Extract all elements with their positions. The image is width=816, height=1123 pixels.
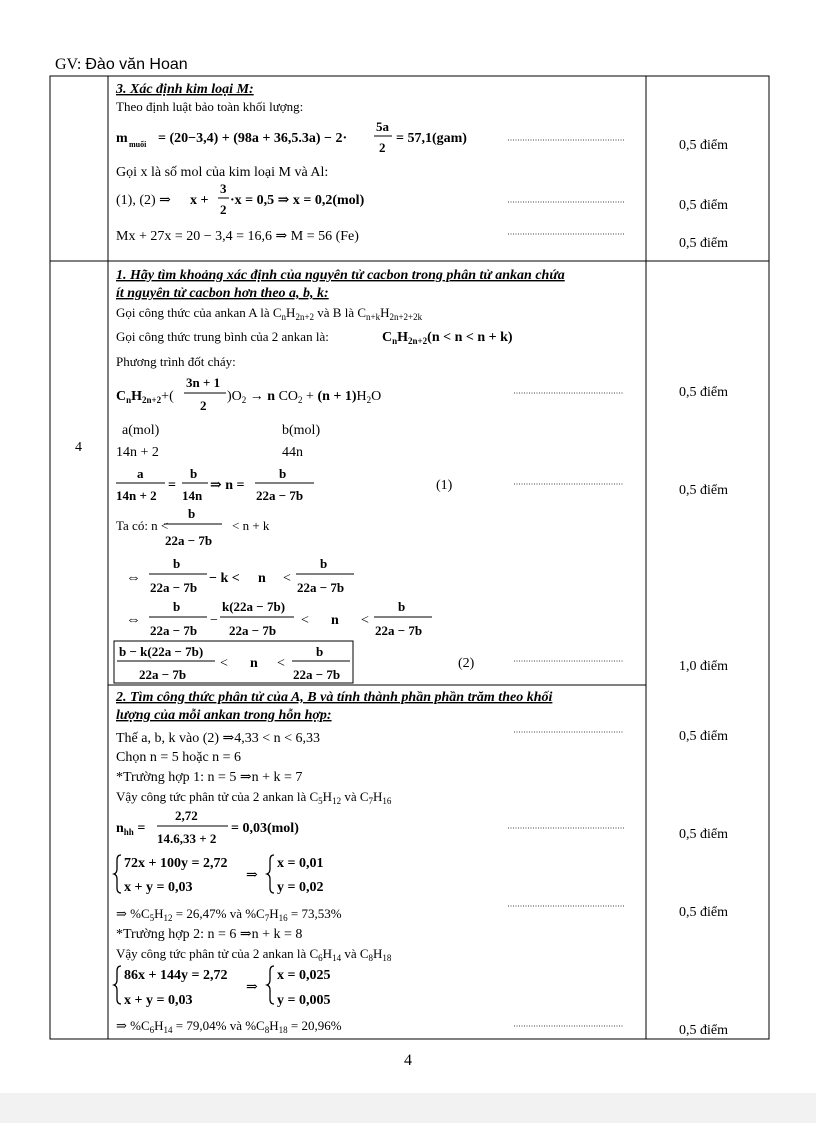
system-case1 <box>114 855 323 895</box>
svg-text:x + y = 0,03: x + y = 0,03 <box>124 993 193 1008</box>
svg-text:86x + 144y = 2,72: 86x + 144y = 2,72 <box>124 968 228 983</box>
b-mol: b(mol) <box>282 423 321 438</box>
svg-text:3: 3 <box>220 181 227 196</box>
mixture-moles <box>116 808 299 846</box>
combustion-equation <box>116 375 381 413</box>
teacher-name: Đào văn Hoan <box>85 56 188 73</box>
svg-text:Ta có: n <: Ta có: n < <box>116 518 169 533</box>
svg-text:22a − 7b: 22a − 7b <box>297 580 345 595</box>
ratio-equation <box>116 466 314 503</box>
svg-text:b: b <box>188 506 196 521</box>
inequality-3 <box>126 599 432 638</box>
svg-text:14.6,33 + 2: 14.6,33 + 2 <box>157 831 217 846</box>
case1-line: *Trường hợp 1: n = 5 ⇒n + k = 7 <box>116 770 303 785</box>
svg-text:= 57,1(gam): = 57,1(gam) <box>396 131 467 146</box>
score-4-3: 1,0 điểm <box>679 659 728 674</box>
score-4-4: 0,5 điểm <box>679 729 728 744</box>
svg-text:⇒: ⇒ <box>246 980 258 995</box>
svg-text:x = 0,025: x = 0,025 <box>277 968 331 983</box>
svg-text:<: < <box>361 613 369 628</box>
svg-text:<: < <box>277 656 285 671</box>
system-case2 <box>114 966 330 1008</box>
average-formula: $C_nH_{2n+2}(n < n < n + k)$ <box>382 330 513 346</box>
svg-text:<: < <box>220 656 228 671</box>
svg-text:⇒ n =: ⇒ n = <box>210 478 245 493</box>
svg-text:22a − 7b: 22a − 7b <box>229 623 277 638</box>
svg-text:22a − 7b: 22a − 7b <box>139 667 187 682</box>
svg-text:⇔: ⇔ <box>126 612 141 628</box>
combustion-label: Phương trình đốt cháy: <box>116 354 236 369</box>
svg-text:14n: 14n <box>182 488 203 503</box>
svg-text:< n + k: < n + k <box>232 518 270 533</box>
svg-text:22a − 7b: 22a − 7b <box>150 580 198 595</box>
score-4-7: 0,5 điểm <box>679 1023 728 1038</box>
mass-equation <box>116 119 467 155</box>
alkane-formula-line: Gọi công thức của ankan A là $C_nH_{2n+2}$ và B là $C_{n+k}H_{2n+2+2k}$ <box>116 305 423 322</box>
svg-text:x = 0,01: x = 0,01 <box>277 856 324 871</box>
mol-definition-text: Gọi x là số mol của kim loại M và Al: <box>116 165 329 180</box>
inequality-1 <box>116 506 270 548</box>
question-number: 4 <box>75 440 82 455</box>
svg-text:b: b <box>190 466 198 481</box>
svg-text:n: n <box>258 571 266 586</box>
svg-text:22a − 7b: 22a − 7b <box>293 667 341 682</box>
svg-text:2: 2 <box>200 398 207 413</box>
svg-text:)O2 → n CO2 + (n + 1)H2O: )$O_2 \to n$ $CO_2 + (n + 1)H_2O$ <box>227 389 382 405</box>
equation-label-2: (2) <box>458 656 475 671</box>
svg-text:x +: x + <box>190 193 209 208</box>
svg-text:b: b <box>173 556 181 571</box>
svg-text:5a: 5a <box>376 119 389 134</box>
score-4-5: 0,5 điểm <box>679 827 728 842</box>
part2-title-line2: lượng của mỗi ankan trong hỗn hợp: <box>116 708 332 723</box>
molar-mass-b: 44n <box>282 445 303 460</box>
case1-formula: Vậy công tức phân tử của 2 ankan là $C_5H_{12}$ và $C_7H_{16}$ <box>116 789 392 806</box>
metal-result-text: Mx + 27x = 20 − 3,4 = 16,6 ⇒ M = 56 (Fe) <box>116 229 359 244</box>
svg-text:<: < <box>283 571 291 586</box>
page-number: 4 <box>404 1052 412 1069</box>
score-4-6: 0,5 điểm <box>679 905 728 920</box>
score-4-2: 0,5 điểm <box>679 483 728 498</box>
svg-text:y = 0,02: y = 0,02 <box>277 880 324 895</box>
molar-mass-a: 14n + 2 <box>116 445 159 460</box>
svg-text:nhh =: $n_{hh}$ = <box>116 821 146 837</box>
gv-label: GV: <box>55 56 82 73</box>
part1-title-line2: ít nguyên tử cacbon hơn theo a, b, k: <box>116 286 329 301</box>
svg-text:2: 2 <box>220 202 227 217</box>
svg-text:y = 0,005: y = 0,005 <box>277 993 331 1008</box>
svg-text:b: b <box>316 644 324 659</box>
percent-case2: ⇒ $\%C_6H_{14} = 79,04\%$ và $\%C_8H_{18} = 20,96\%$ <box>116 1018 342 1035</box>
case2-formula: Vậy công tức phân tử của 2 ankan là $C_6H_{14}$ và $C_8H_{18}$ <box>116 946 392 963</box>
part3-title: 3. Xác định kim loại M: <box>116 82 254 97</box>
mol-equation <box>116 181 365 217</box>
svg-text:⇒: ⇒ <box>246 868 258 883</box>
svg-text:a: a <box>137 466 144 481</box>
choose-n-line: Chọn n = 5 hoặc n = 6 <box>116 750 242 765</box>
score-top-2: 0,5 điểm <box>679 198 728 213</box>
svg-text:22a − 7b: 22a − 7b <box>256 488 304 503</box>
boxed-result <box>117 644 350 682</box>
svg-text:muối: muối <box>129 140 147 149</box>
page-bottom-band <box>0 1093 816 1123</box>
equation-label-1: (1) <box>436 478 453 493</box>
svg-text:72x + 100y = 2,72: 72x + 100y = 2,72 <box>124 856 228 871</box>
score-top-3: 0,5 điểm <box>679 236 728 251</box>
svg-text:CnH2n+2+(: $C_nH_{2n+2}+$( <box>116 389 174 405</box>
case2-line: *Trường hợp 2: n = 6 ⇒n + k = 8 <box>116 927 303 942</box>
svg-text:= 0,03(mol): = 0,03(mol) <box>231 821 299 836</box>
conservation-law-text: Theo định luật bảo toàn khối lượng: <box>116 99 304 114</box>
svg-text:=: = <box>168 478 176 493</box>
svg-text:x + y = 0,03: x + y = 0,03 <box>124 880 193 895</box>
svg-text:b − k(22a − 7b): b − k(22a − 7b) <box>119 644 204 659</box>
svg-text:b: b <box>173 599 181 614</box>
svg-text:·x = 0,5 ⇒ x = 0,2(mol): ·x = 0,5 ⇒ x = 0,2(mol) <box>230 193 365 208</box>
a-mol: a(mol) <box>122 423 160 438</box>
score-top-1: 0,5 điểm <box>679 138 728 153</box>
svg-text:22a − 7b: 22a − 7b <box>150 623 198 638</box>
part1-title-line1: 1. Hãy tìm khoảng xác định của nguyên tử cacbon trong phân tử ankan chứa <box>116 268 565 283</box>
svg-text:−: − <box>210 613 218 628</box>
svg-text:m: m <box>116 131 128 146</box>
svg-text:b: b <box>320 556 328 571</box>
average-formula-text: Gọi công thức trung bình của 2 ankan là: <box>116 329 329 344</box>
svg-text:b: b <box>279 466 287 481</box>
svg-text:2: 2 <box>379 140 386 155</box>
svg-text:14n + 2: 14n + 2 <box>116 488 157 503</box>
svg-text:− k <: − k < <box>209 571 240 586</box>
substitution-line: Thế a, b, k vào (2) ⇒4,33 < n < 6,33 <box>116 731 321 746</box>
svg-text:⇔: ⇔ <box>126 570 141 586</box>
svg-text:(1), (2) ⇒: (1), (2) ⇒ <box>116 193 171 208</box>
svg-text:k(22a − 7b): k(22a − 7b) <box>222 599 286 614</box>
score-4-1: 0,5 điểm <box>679 385 728 400</box>
svg-text:22a − 7b: 22a − 7b <box>375 623 423 638</box>
percent-case1: ⇒ $\%C_5H_{12} = 26,47\%$ và $\%C_7H_{16} = 73,53\%$ <box>116 906 342 923</box>
svg-text:3n + 1: 3n + 1 <box>186 375 221 390</box>
svg-text:22a − 7b: 22a − 7b <box>165 533 213 548</box>
inequality-2 <box>126 556 354 595</box>
svg-text:<: < <box>301 613 309 628</box>
svg-text:n: n <box>331 613 339 628</box>
svg-text:b: b <box>398 599 406 614</box>
part2-title-line1: 2. Tìm công thức phân tử của A, B và tính thành phần phần trăm theo khối <box>116 690 553 705</box>
svg-text:2,72: 2,72 <box>175 808 198 823</box>
svg-text:= (20−3,4) + (98a + 36,5.3a) −: = (20−3,4) + (98a + 36,5.3a) − 2· <box>158 131 348 146</box>
svg-text:n: n <box>250 656 258 671</box>
